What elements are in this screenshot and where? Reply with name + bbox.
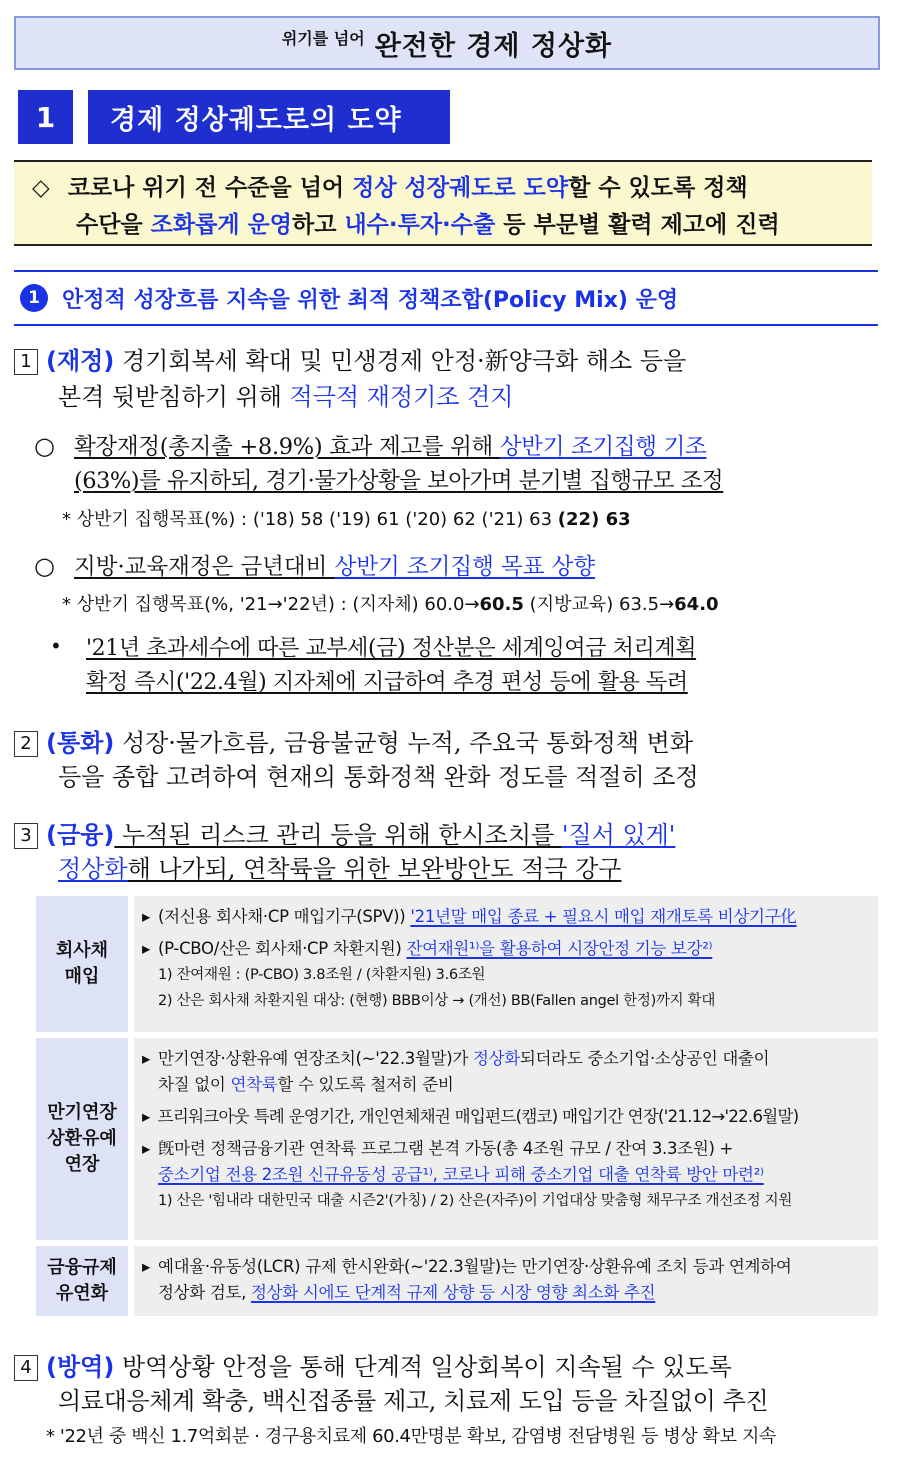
row-label: 금융규제 유연화 <box>36 1246 128 1316</box>
triangle-bullet-icon: ▸ <box>142 1139 150 1158</box>
banner-prefix: 위기를 넘어 <box>281 28 365 48</box>
summary-highlight: 정상 성장궤도로 도약 <box>352 175 569 201</box>
item-4-line-2 <box>58 1384 888 1418</box>
dot-bullet-icon: • <box>50 634 62 658</box>
summary-text: 할 수 있도록 정책 <box>568 175 748 201</box>
triangle-bullet-icon: ▸ <box>142 1257 150 1276</box>
line-text: 프리워크아웃 특례 운영기간, 개인연체채권 매입펀드(캠코) 매입기간 연장('21.12→'22.6월말) <box>157 1107 799 1126</box>
table-note: 2) 산은 회사채 차환지원 대상: (현행) BBB이상 → (개선) BB(Fallen angel 한정)까지 확대 <box>158 993 716 1009</box>
line-highlight: 정상화 <box>472 1049 520 1068</box>
item-3-line-2 <box>58 852 888 886</box>
line-text: 할 수 있도록 철저히 준비 <box>277 1075 454 1094</box>
note-text: (지방교육) 63.5→ <box>523 594 675 615</box>
item-text: 확정 즉시('22.4월) 지자체에 지급하여 추경 편성 등에 활용 독려 <box>86 670 688 695</box>
table-line <box>142 1104 870 1130</box>
item-text: 성장·물가흐름, 금융불균형 누적, 주요국 통화정책 변화 <box>114 729 694 757</box>
boxed-number-icon: 4 <box>14 1355 38 1381</box>
item-text: 해 나가되, 연착륙을 위한 보완방안도 적극 강구 <box>127 855 622 883</box>
note-highlight: (22) 63 <box>557 509 631 530</box>
section-title: 경제 정상궤도로의 도약 <box>88 90 450 144</box>
table-row <box>36 896 878 1032</box>
table-line: 중소기업 전용 2조원 신규유동성 공급¹⁾, 코로나 피해 중소기업 대출 연착륙 방안 마련²⁾ <box>158 1165 764 1184</box>
summary-highlight: 내수·투자·수출 <box>344 212 496 238</box>
summary-box <box>14 160 872 246</box>
line-text: 되더라도 중소기업·소상공인 대출이 <box>519 1049 770 1068</box>
item-1-line-1 <box>14 344 884 378</box>
table-line <box>142 1280 870 1306</box>
summary-line-2 <box>32 207 858 244</box>
summary-text: 코로나 위기 전 수준을 넘어 <box>67 175 353 201</box>
item-tag: (금융) <box>46 821 115 849</box>
note-highlight: 60.5 <box>479 594 524 615</box>
triangle-bullet-icon: ▸ <box>142 939 150 958</box>
note-highlight: 64.0 <box>674 594 719 615</box>
boxed-number-icon: 1 <box>14 349 38 375</box>
item-4-note: * '22년 중 백신 1.7억회분 · 경구용치료제 60.4만명분 확보, 감염병 전담병원 등 병상 확보 지속 <box>46 1426 776 1447</box>
note-text: * 상반기 집행목표(%) : ('18) 58 ('19) 61 ('20) 62 ('21) 63 <box>62 509 558 530</box>
banner-title: 완전한 경제 정상화 <box>374 30 613 62</box>
circled-number-icon: 1 <box>20 284 48 312</box>
table-row <box>36 1038 878 1240</box>
table-row <box>36 1246 878 1316</box>
item-1-sub-3-line-2 <box>86 666 886 700</box>
item-tag: (통화) <box>46 729 115 757</box>
item-text: 누적된 리스크 관리 등을 위해 한시조치를 <box>114 821 562 849</box>
item-highlight: '질서 있게' <box>561 821 676 849</box>
item-4-line-1 <box>14 1350 884 1384</box>
item-1-line-2 <box>58 380 878 414</box>
item-tag: (재정) <box>46 347 115 375</box>
item-text: 확장재정(총지출 +8.9%) 효과 제고를 위해 <box>74 434 500 460</box>
item-tag: (방역) <box>46 1353 115 1381</box>
table-line <box>142 904 870 930</box>
table-line <box>142 936 870 962</box>
item-text: (63%)를 유지하되, 경기·물가상황을 보아가며 분기별 집행규모 조정 <box>74 468 724 494</box>
line-text: 旣마련 정책금융기관 연착륙 프로그램 본격 가동(총 4조원 규모 / 잔여 3.3조원) + <box>157 1139 734 1158</box>
boxed-number-icon: 2 <box>14 731 38 757</box>
line-text: (P-CBO/산은 회사채·CP 차환지원) <box>157 939 407 958</box>
row-content <box>134 1038 878 1240</box>
line-text: 차질 없이 <box>158 1075 231 1094</box>
circle-bullet-icon: ○ <box>34 552 55 580</box>
row-label: 만기연장 상환유예 연장 <box>36 1038 128 1240</box>
diamond-bullet-icon: ◇ <box>32 175 50 201</box>
item-text: 경기회복세 확대 및 민생경제 안정·新양극화 해소 등을 <box>114 347 687 375</box>
table-line <box>142 1072 870 1098</box>
item-highlight: 적극적 재정기조 견지 <box>289 383 514 411</box>
item-2-line-1 <box>14 726 884 760</box>
summary-text: 수단을 <box>76 212 151 238</box>
note-text: * 상반기 집행목표(%, '21→'22년) : (지자체) 60.0→ <box>62 594 480 615</box>
item-highlight: 상반기 조기집행 목표 상향 <box>334 554 596 580</box>
boxed-number-icon: 3 <box>14 823 38 849</box>
summary-text: 등 부문별 활력 제고에 진력 <box>495 212 780 238</box>
item-text: 의료대응체계 확충, 백신접종률 제고, 치료제 도입 등을 차질없이 추진 <box>58 1387 769 1415</box>
item-text: 본격 뒷받침하기 위해 <box>58 383 290 411</box>
item-2-line-2 <box>58 760 888 794</box>
line-highlight: 잔여재원¹⁾을 활용하여 시장안정 기능 보강²⁾ <box>406 939 713 958</box>
line-text: 예대율·유동성(LCR) 규제 한시완화(~'22.3월말)는 만기연장·상환유예 조치 등과 연계하여 <box>157 1257 792 1276</box>
item-highlight: 정상화 <box>58 855 128 883</box>
line-highlight: '21년말 매입 종료 + 필요시 매입 재개토록 비상기구化 <box>410 907 797 926</box>
triangle-bullet-icon: ▸ <box>142 907 150 926</box>
item-1-sub-3-line-1 <box>86 632 886 666</box>
item-3-line-1 <box>14 818 884 852</box>
row-content <box>134 1246 878 1316</box>
table-note: 1) 산은 '힘내라 대한민국 대출 시즌2'(가칭) / 2) 산은(자주)이 기업대상 맞춤형 채무구조 개선조정 지원 <box>158 1193 793 1209</box>
subsection-title: 안정적 성장흐름 지속을 위한 최적 정책조합(Policy Mix) 운영 <box>62 287 679 313</box>
table-line <box>142 1254 870 1280</box>
item-1-note-1 <box>62 507 882 533</box>
table-line <box>142 1046 870 1072</box>
top-banner <box>14 16 880 70</box>
row-content <box>134 896 878 1032</box>
triangle-bullet-icon: ▸ <box>142 1049 150 1068</box>
table-line <box>142 1136 870 1162</box>
summary-line-1 <box>32 170 858 207</box>
section-number: 1 <box>18 90 73 144</box>
triangle-bullet-icon: ▸ <box>142 1107 150 1126</box>
item-1-note-2 <box>62 592 882 618</box>
item-text: '21년 초과세수에 따른 교부세(금) 정산분은 세계잉여금 처리계획 <box>86 636 697 661</box>
line-text: 만기연장·상환유예 연장조치(~'22.3월말)가 <box>157 1049 473 1068</box>
table-note: 1) 잔여재원 : (P-CBO) 3.8조원 / (차환지원) 3.6조원 <box>158 967 486 983</box>
item-text: 방역상황 안정을 통해 단계적 일상회복이 지속될 수 있도록 <box>114 1353 732 1381</box>
circle-bullet-icon: ○ <box>34 432 55 460</box>
item-1-sub-1-line-1 <box>74 430 884 464</box>
line-highlight: 연착륙 <box>230 1075 278 1094</box>
summary-highlight: 조화롭게 운영 <box>150 212 292 238</box>
subsection-header <box>14 270 878 326</box>
item-text: 등을 종합 고려하여 현재의 통화정책 완화 정도를 적절히 조정 <box>58 763 699 791</box>
line-highlight: 정상화 시에도 단계적 규제 상향 등 시장 영향 최소화 추진 <box>251 1283 656 1302</box>
line-text: 정상화 검토, <box>158 1283 252 1302</box>
item-1-sub-2 <box>74 550 884 584</box>
item-text: 지방·교육재정은 금년대비 <box>74 554 335 580</box>
item-1-sub-1-line-2 <box>74 464 884 498</box>
line-text: (저신용 회사채·CP 매입기구(SPV)) <box>157 907 411 926</box>
item-highlight: 상반기 조기집행 기조 <box>499 434 707 460</box>
row-label: 회사채 매입 <box>36 896 128 1032</box>
summary-text: 하고 <box>292 212 345 238</box>
